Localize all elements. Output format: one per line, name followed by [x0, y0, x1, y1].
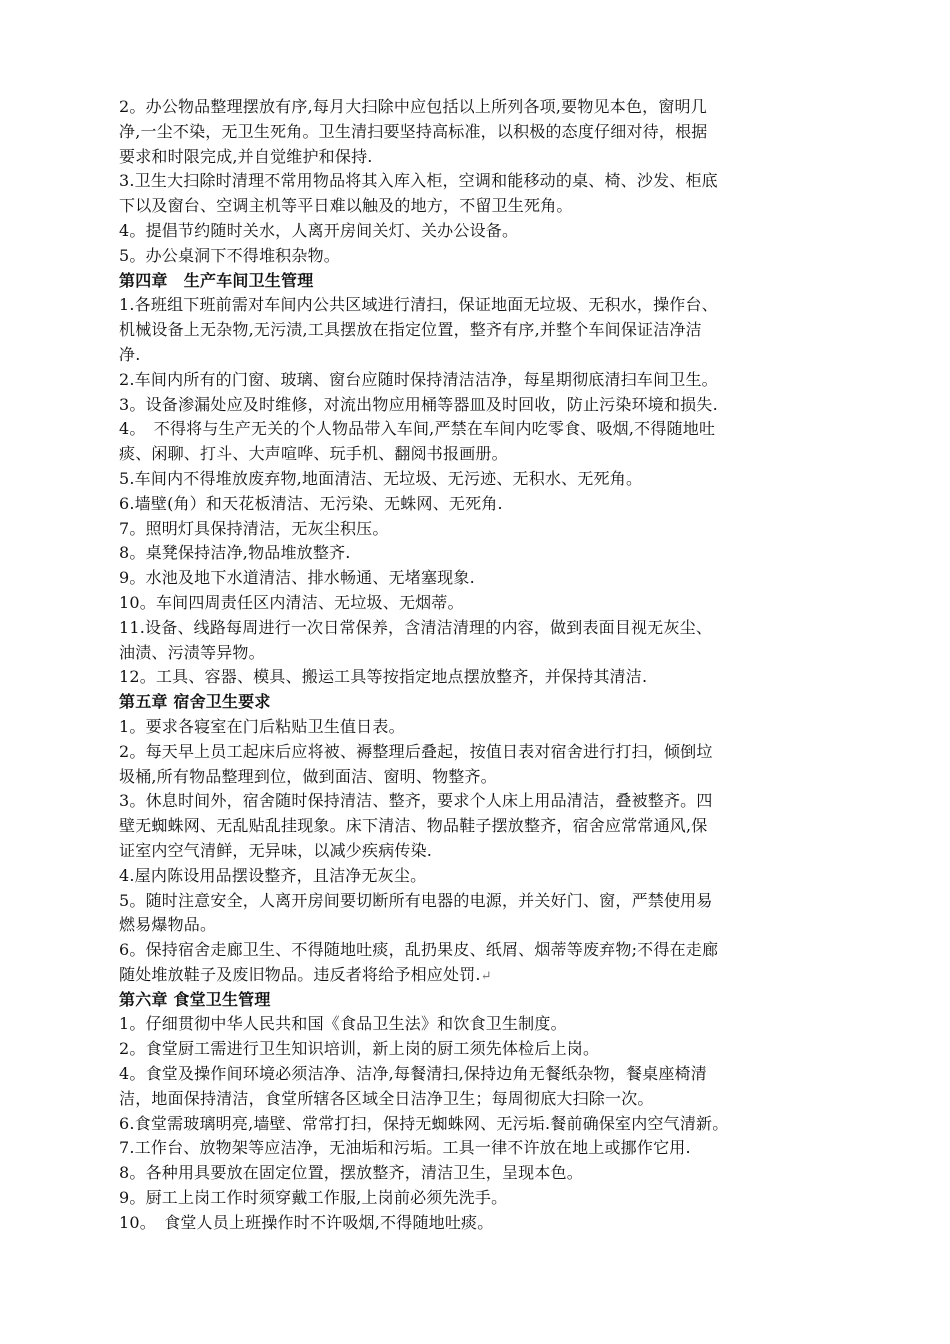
line-text: 1。仔细贯彻中华人民共和国《食品卫生法》和饮食卫生制度。 [119, 1014, 567, 1034]
line-text: 3。休息时间外，宿舍随时保持清洁、整齐，要求个人床上用品清洁，叠被整齐。四 [119, 791, 713, 811]
text-line [119, 864, 839, 889]
line-text: 10。 食堂人员上班操作时不许吸烟,不得随地吐痰。 [119, 1212, 494, 1232]
line-text: 第六章 食堂卫生管理 [119, 989, 271, 1009]
text-line [119, 740, 839, 765]
text-line [119, 814, 839, 839]
text-line [119, 467, 839, 492]
line-text: 5。随时注意安全，人离开房间要切断所有电器的电源，并关好门、窗，严禁使用易 [119, 890, 713, 910]
text-line [119, 343, 839, 368]
line-text: 第五章 宿舍卫生要求 [119, 692, 271, 712]
text-line [119, 1037, 839, 1062]
line-text: 2.车间内所有的门窗、玻璃、窗台应随时保持清洁洁净，每星期彻底清扫车间卫生。 [119, 369, 718, 389]
line-text: 11.设备、线路每周进行一次日常保养，含清洁清理的内容，做到表面目视无灰尘、 [119, 617, 713, 637]
line-text: 圾桶,所有物品整理到位，做到面洁、窗明、物整齐。 [119, 766, 497, 786]
text-line [119, 715, 839, 740]
chapter-heading [119, 269, 839, 294]
line-text: 2。每天早上员工起床后应将被、褥整理后叠起，按值日表对宿舍进行打扫，倾倒垃 [119, 741, 713, 761]
text-line [119, 95, 839, 120]
line-text: 第四章 生产车间卫生管理 [119, 270, 314, 290]
text-line [119, 665, 839, 690]
text-line [119, 1211, 839, 1236]
line-text: 2。办公物品整理摆放有序,每月大扫除中应包括以上所列各项,要物见本色，窗明几 [119, 97, 707, 116]
text-line [119, 442, 839, 467]
line-text: 9。厨工上岗工作时须穿戴工作服,上岗前必须先洗手。 [119, 1188, 508, 1208]
text-line [119, 293, 839, 318]
text-line [119, 938, 839, 963]
text-line [119, 517, 839, 542]
line-text: 10。车间四周责任区内清洁、无垃圾、无烟蒂。 [119, 592, 464, 612]
text-line [119, 839, 839, 864]
line-text: 2。食堂厨工需进行卫生知识培训，新上岗的厨工须先体检后上岗。 [119, 1039, 600, 1059]
text-line [119, 318, 839, 343]
line-text: 9。水池及地下水道清洁、排水畅通、无堵塞现象. [119, 568, 475, 588]
text-line [119, 789, 839, 814]
line-text: 4。食堂及操作间环境必须洁净、洁净,每餐清扫,保持边角无餐纸杂物，餐桌座椅清 [119, 1064, 707, 1084]
line-text: 壁无蜘蛛网、无乱贴乱挂现象。床下清洁、物品鞋子摆放整齐，宿舍应常常通风,保 [119, 816, 708, 836]
text-line [119, 641, 839, 666]
text-line [119, 417, 839, 442]
line-text: 7。照明灯具保持清洁，无灰尘积压。 [119, 518, 389, 538]
line-text: 5。办公桌洞下不得堆积杂物。 [119, 245, 340, 265]
text-line [119, 219, 839, 244]
line-text: 洁，地面保持清洁，食堂所辖各区域全日洁净卫生；每周彻底大扫除一次。 [119, 1088, 654, 1108]
line-text: 12。工具、容器、模具、搬运工具等按指定地点摆放整齐，并保持其清洁. [119, 667, 648, 687]
line-text: 痰、闲聊、打斗、大声喧哗、玩手机、翻阅书报画册。 [119, 444, 508, 464]
text-line [119, 194, 839, 219]
line-text: 4.屋内陈设用品摆设整齐，且洁净无灰尘。 [119, 865, 427, 885]
line-text: 7.工作台、放物架等应洁净，无油垢和污垢。工具一律不许放在地上或挪作它用. [119, 1138, 691, 1158]
line-text: 4。 不得将与生产无关的个人物品带入车间,严禁在车间内吃零食、吸烟,不得随地吐 [119, 419, 716, 439]
text-line [119, 1186, 839, 1211]
line-text: 3。设备渗漏处应及时维修，对流出物应用桶等器皿及时回收，防止污染环境和损失. [119, 394, 718, 414]
text-line [119, 492, 839, 517]
chapter-heading [119, 690, 839, 715]
text-line [119, 120, 839, 145]
chapter-heading [119, 988, 839, 1013]
line-text: 油渍、污渍等异物。 [119, 642, 265, 662]
text-line [119, 591, 839, 616]
line-text: 4。提倡节约随时关水，人离开房间关灯、关办公设备。 [119, 220, 519, 240]
text-line [119, 1087, 839, 1112]
line-text: 6。保持宿舍走廊卫生、不得随地吐痰，乱扔果皮、纸屑、烟蒂等废弃物;不得在走廊 [119, 940, 719, 960]
line-text: 机械设备上无杂物,无污渍,工具摆放在指定位置，整齐有序,并整个车间保证洁净洁 [119, 320, 702, 340]
text-line [119, 368, 839, 393]
text-line [119, 963, 839, 988]
document-page [119, 95, 839, 1236]
line-text: 1.各班组下班前需对车间内公共区域进行清扫，保证地面无垃圾、无积水，操作台、 [119, 295, 718, 315]
text-line [119, 244, 839, 269]
line-text: 8。桌凳保持洁净,物品堆放整齐. [119, 543, 351, 563]
line-text: 6.食堂需玻璃明亮,墙壁、常常打扫，保持无蜘蛛网、无污垢.餐前确保室内空气清新。 [119, 1113, 729, 1133]
line-text: 6.墙壁(角）和天花板清洁、无污染、无蛛网、无死角. [119, 493, 503, 513]
line-text: 8。各种用具要放在固定位置，摆放整齐，清洁卫生，呈现本色。 [119, 1163, 583, 1183]
line-text: 5.车间内不得堆放废弃物,地面清洁、无垃圾、无污迹、无积水、无死角。 [119, 468, 643, 488]
text-line [119, 393, 839, 418]
line-text: 3.卫生大扫除时清理不常用物品将其入库入柜，空调和能移动的桌、椅、沙发、柜底 [119, 171, 718, 191]
text-line [119, 1062, 839, 1087]
text-line [119, 1012, 839, 1037]
text-line [119, 145, 839, 170]
text-line [119, 169, 839, 194]
line-text: 下以及窗台、空调主机等平日难以触及的地方，不留卫生死角。 [119, 196, 573, 216]
line-text: 净,一尘不染，无卫生死角。卫生清扫要坚持高标准，以积极的态度仔细对待，根据 [119, 121, 708, 141]
text-line [119, 1161, 839, 1186]
text-line [119, 616, 839, 641]
text-line [119, 765, 839, 790]
text-line [119, 889, 839, 914]
line-text: 燃易爆物品。 [119, 915, 217, 935]
paragraph-mark-icon: ↵ [480, 968, 492, 984]
line-text: 证室内空气清鲜，无异味，以减少疾病传染. [119, 840, 433, 860]
line-text: 随处堆放鞋子及废旧物品。违反者将给予相应处罚. [119, 964, 481, 984]
text-line [119, 541, 839, 566]
line-text: 1。要求各寝室在门后粘贴卫生值日表。 [119, 716, 405, 736]
text-line [119, 566, 839, 591]
line-text: 要求和时限完成,并自觉维护和保持. [119, 146, 373, 166]
line-text: 净. [119, 344, 141, 364]
text-line [119, 1112, 839, 1137]
text-line [119, 913, 839, 938]
text-line [119, 1136, 839, 1161]
